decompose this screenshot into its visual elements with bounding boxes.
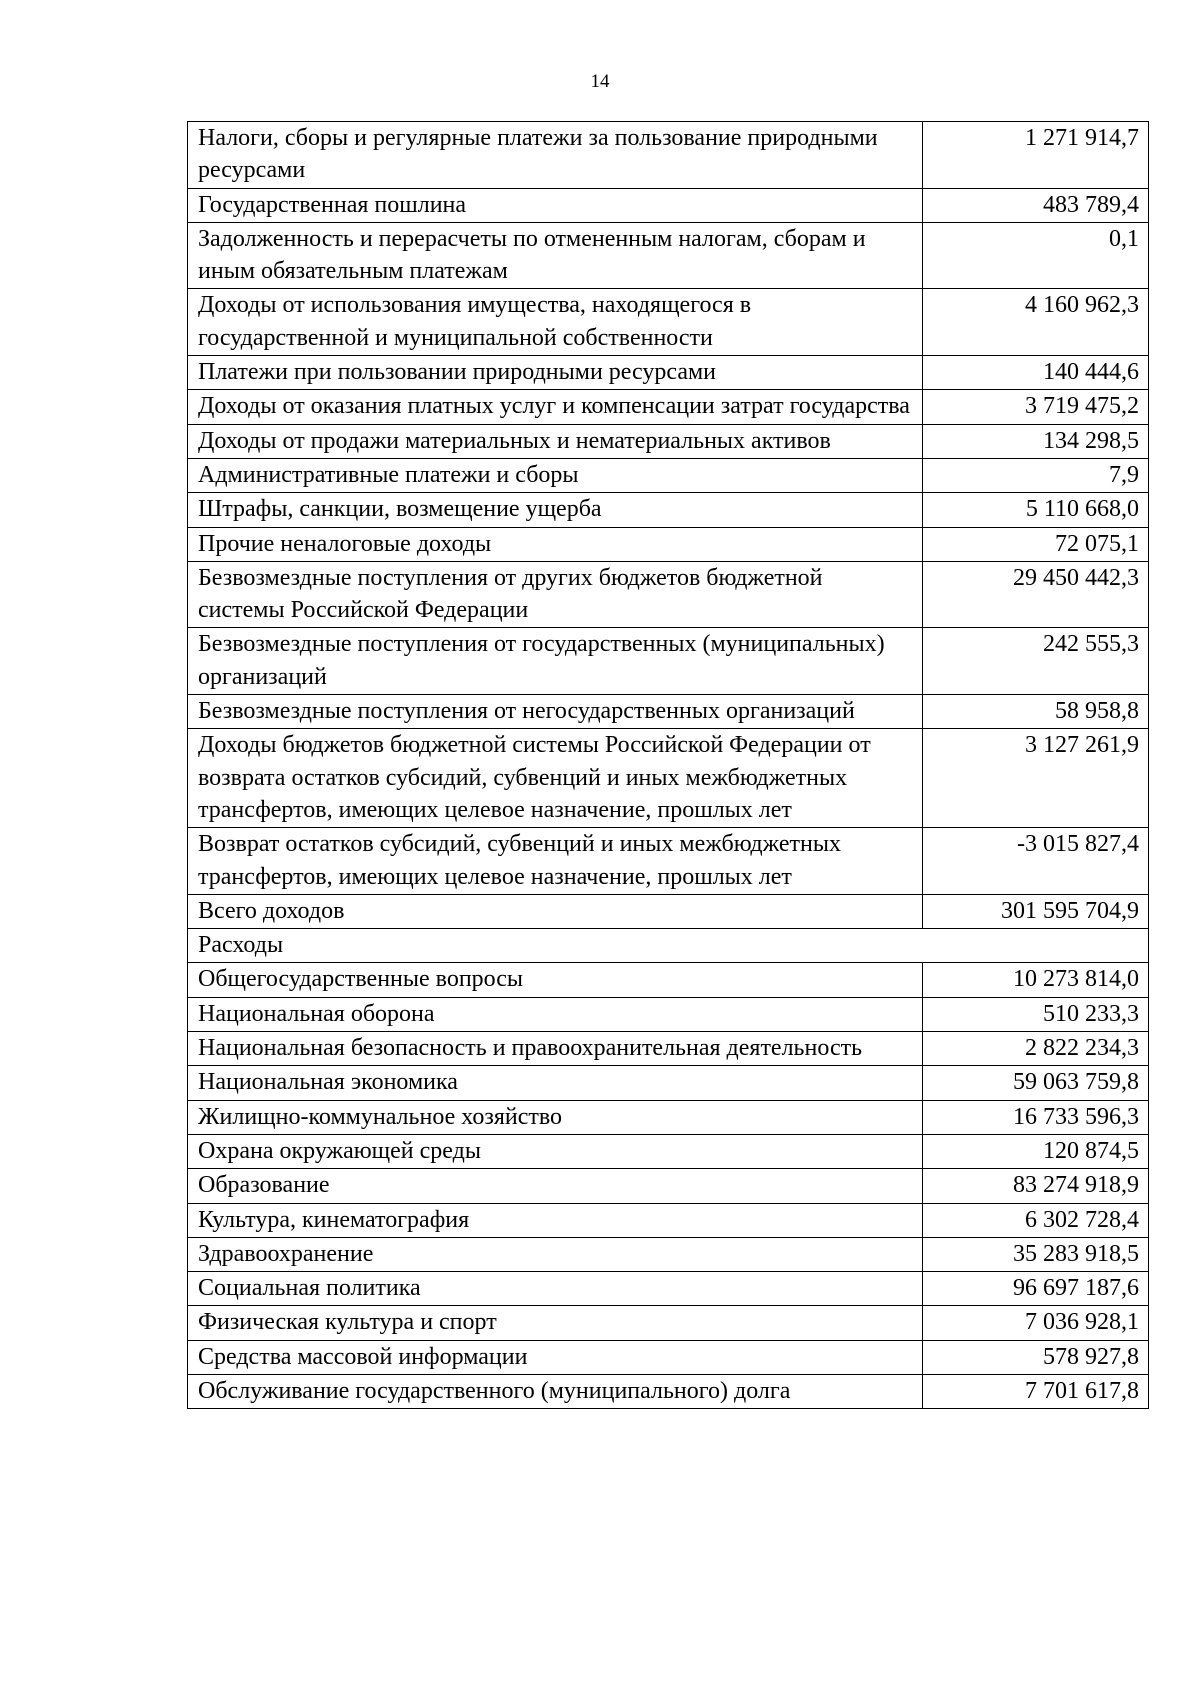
row-label: Штрафы, санкции, возмещение ущерба xyxy=(188,493,923,527)
row-label: Доходы от продажи материальных и нематериальных активов xyxy=(188,424,923,458)
row-value: 3 719 475,2 xyxy=(923,390,1149,424)
row-label: Общегосударственные вопросы xyxy=(188,963,923,997)
section-header-row xyxy=(188,929,1149,963)
row-value: 96 697 187,6 xyxy=(923,1272,1149,1306)
row-label: Здравоохранение xyxy=(188,1237,923,1271)
row-label: Обслуживание государственного (муниципального) долга xyxy=(188,1374,923,1408)
table-row xyxy=(188,527,1149,561)
section-expenses-label: Расходы xyxy=(188,929,1149,963)
table-row xyxy=(188,493,1149,527)
table-row xyxy=(188,628,1149,695)
row-label: Национальная безопасность и правоохранительная деятельность xyxy=(188,1032,923,1066)
table-row xyxy=(188,1306,1149,1340)
table-row xyxy=(188,695,1149,729)
row-value: 578 927,8 xyxy=(923,1340,1149,1374)
row-label: Налоги, сборы и регулярные платежи за пользование природными ресурсами xyxy=(188,122,923,189)
table-row xyxy=(188,561,1149,628)
row-label: Социальная политика xyxy=(188,1272,923,1306)
table-row xyxy=(188,1272,1149,1306)
table-row xyxy=(188,1237,1149,1271)
row-label: Задолженность и перерасчеты по отмененным налогам, сборам и иным обязательным платежам xyxy=(188,222,923,289)
row-value: 4 160 962,3 xyxy=(923,289,1149,356)
page-number: 14 xyxy=(590,71,610,92)
row-label: Прочие неналоговые доходы xyxy=(188,527,923,561)
row-value: 0,1 xyxy=(923,222,1149,289)
row-label: Национальная оборона xyxy=(188,997,923,1031)
row-value: 301 595 704,9 xyxy=(923,894,1149,928)
row-value: 140 444,6 xyxy=(923,356,1149,390)
table-row xyxy=(188,997,1149,1031)
table-row xyxy=(188,1374,1149,1408)
table-row xyxy=(188,828,1149,895)
row-value: 35 283 918,5 xyxy=(923,1237,1149,1271)
row-value: 59 063 759,8 xyxy=(923,1066,1149,1100)
table-row xyxy=(188,1066,1149,1100)
table-row xyxy=(188,729,1149,828)
table-row xyxy=(188,1032,1149,1066)
row-value: 510 233,3 xyxy=(923,997,1149,1031)
row-value: 16 733 596,3 xyxy=(923,1100,1149,1134)
row-label: Доходы от использования имущества, находящегося в государственной и муниципальной собственности xyxy=(188,289,923,356)
table-row xyxy=(188,188,1149,222)
row-label: Безвозмездные поступления от других бюджетов бюджетной системы Российской Федерации xyxy=(188,561,923,628)
row-value: 242 555,3 xyxy=(923,628,1149,695)
row-value: 7 701 617,8 xyxy=(923,1374,1149,1408)
row-value: 7 036 928,1 xyxy=(923,1306,1149,1340)
row-value: 134 298,5 xyxy=(923,424,1149,458)
row-label: Безвозмездные поступления от государственных (муниципальных) организаций xyxy=(188,628,923,695)
row-value: 7,9 xyxy=(923,458,1149,492)
row-label: Средства массовой информации xyxy=(188,1340,923,1374)
row-value: 5 110 668,0 xyxy=(923,493,1149,527)
row-value: 10 273 814,0 xyxy=(923,963,1149,997)
row-value: 58 958,8 xyxy=(923,695,1149,729)
row-label: Физическая культура и спорт xyxy=(188,1306,923,1340)
row-label: Государственная пошлина xyxy=(188,188,923,222)
row-value: 2 822 234,3 xyxy=(923,1032,1149,1066)
row-value: 83 274 918,9 xyxy=(923,1169,1149,1203)
row-value: 72 075,1 xyxy=(923,527,1149,561)
row-label: Возврат остатков субсидий, субвенций и иных межбюджетных трансфертов, имеющих целевое назначение, прошлых лет xyxy=(188,828,923,895)
row-value: 120 874,5 xyxy=(923,1134,1149,1168)
table-row xyxy=(188,963,1149,997)
total-income-row xyxy=(188,894,1149,928)
row-label: Доходы бюджетов бюджетной системы Российской Федерации от возврата остатков субсидий, субвенций и иных межбюджетных трансфертов, имеющих целевое назначение, прошлых лет xyxy=(188,729,923,828)
table-row xyxy=(188,1203,1149,1237)
row-label: Образование xyxy=(188,1169,923,1203)
row-label: Доходы от оказания платных услуг и компенсации затрат государства xyxy=(188,390,923,424)
table-row xyxy=(188,390,1149,424)
row-label: Безвозмездные поступления от негосударственных организаций xyxy=(188,695,923,729)
row-label: Административные платежи и сборы xyxy=(188,458,923,492)
row-value: 1 271 914,7 xyxy=(923,122,1149,189)
table-row xyxy=(188,222,1149,289)
row-value: 29 450 442,3 xyxy=(923,561,1149,628)
table-row xyxy=(188,122,1149,189)
row-label: Охрана окружающей среды xyxy=(188,1134,923,1168)
table-row xyxy=(188,289,1149,356)
row-label: Всего доходов xyxy=(188,894,923,928)
row-value: -3 015 827,4 xyxy=(923,828,1149,895)
row-label: Жилищно-коммунальное хозяйство xyxy=(188,1100,923,1134)
table-row xyxy=(188,1134,1149,1168)
row-label: Платежи при пользовании природными ресурсами xyxy=(188,356,923,390)
budget-table xyxy=(187,121,1149,1409)
row-value: 6 302 728,4 xyxy=(923,1203,1149,1237)
table-row xyxy=(188,356,1149,390)
row-label: Культура, кинематография xyxy=(188,1203,923,1237)
table-row xyxy=(188,1169,1149,1203)
table-row xyxy=(188,1100,1149,1134)
table-row xyxy=(188,424,1149,458)
row-value: 483 789,4 xyxy=(923,188,1149,222)
row-value: 3 127 261,9 xyxy=(923,729,1149,828)
table-row xyxy=(188,1340,1149,1374)
table-row xyxy=(188,458,1149,492)
row-label: Национальная экономика xyxy=(188,1066,923,1100)
